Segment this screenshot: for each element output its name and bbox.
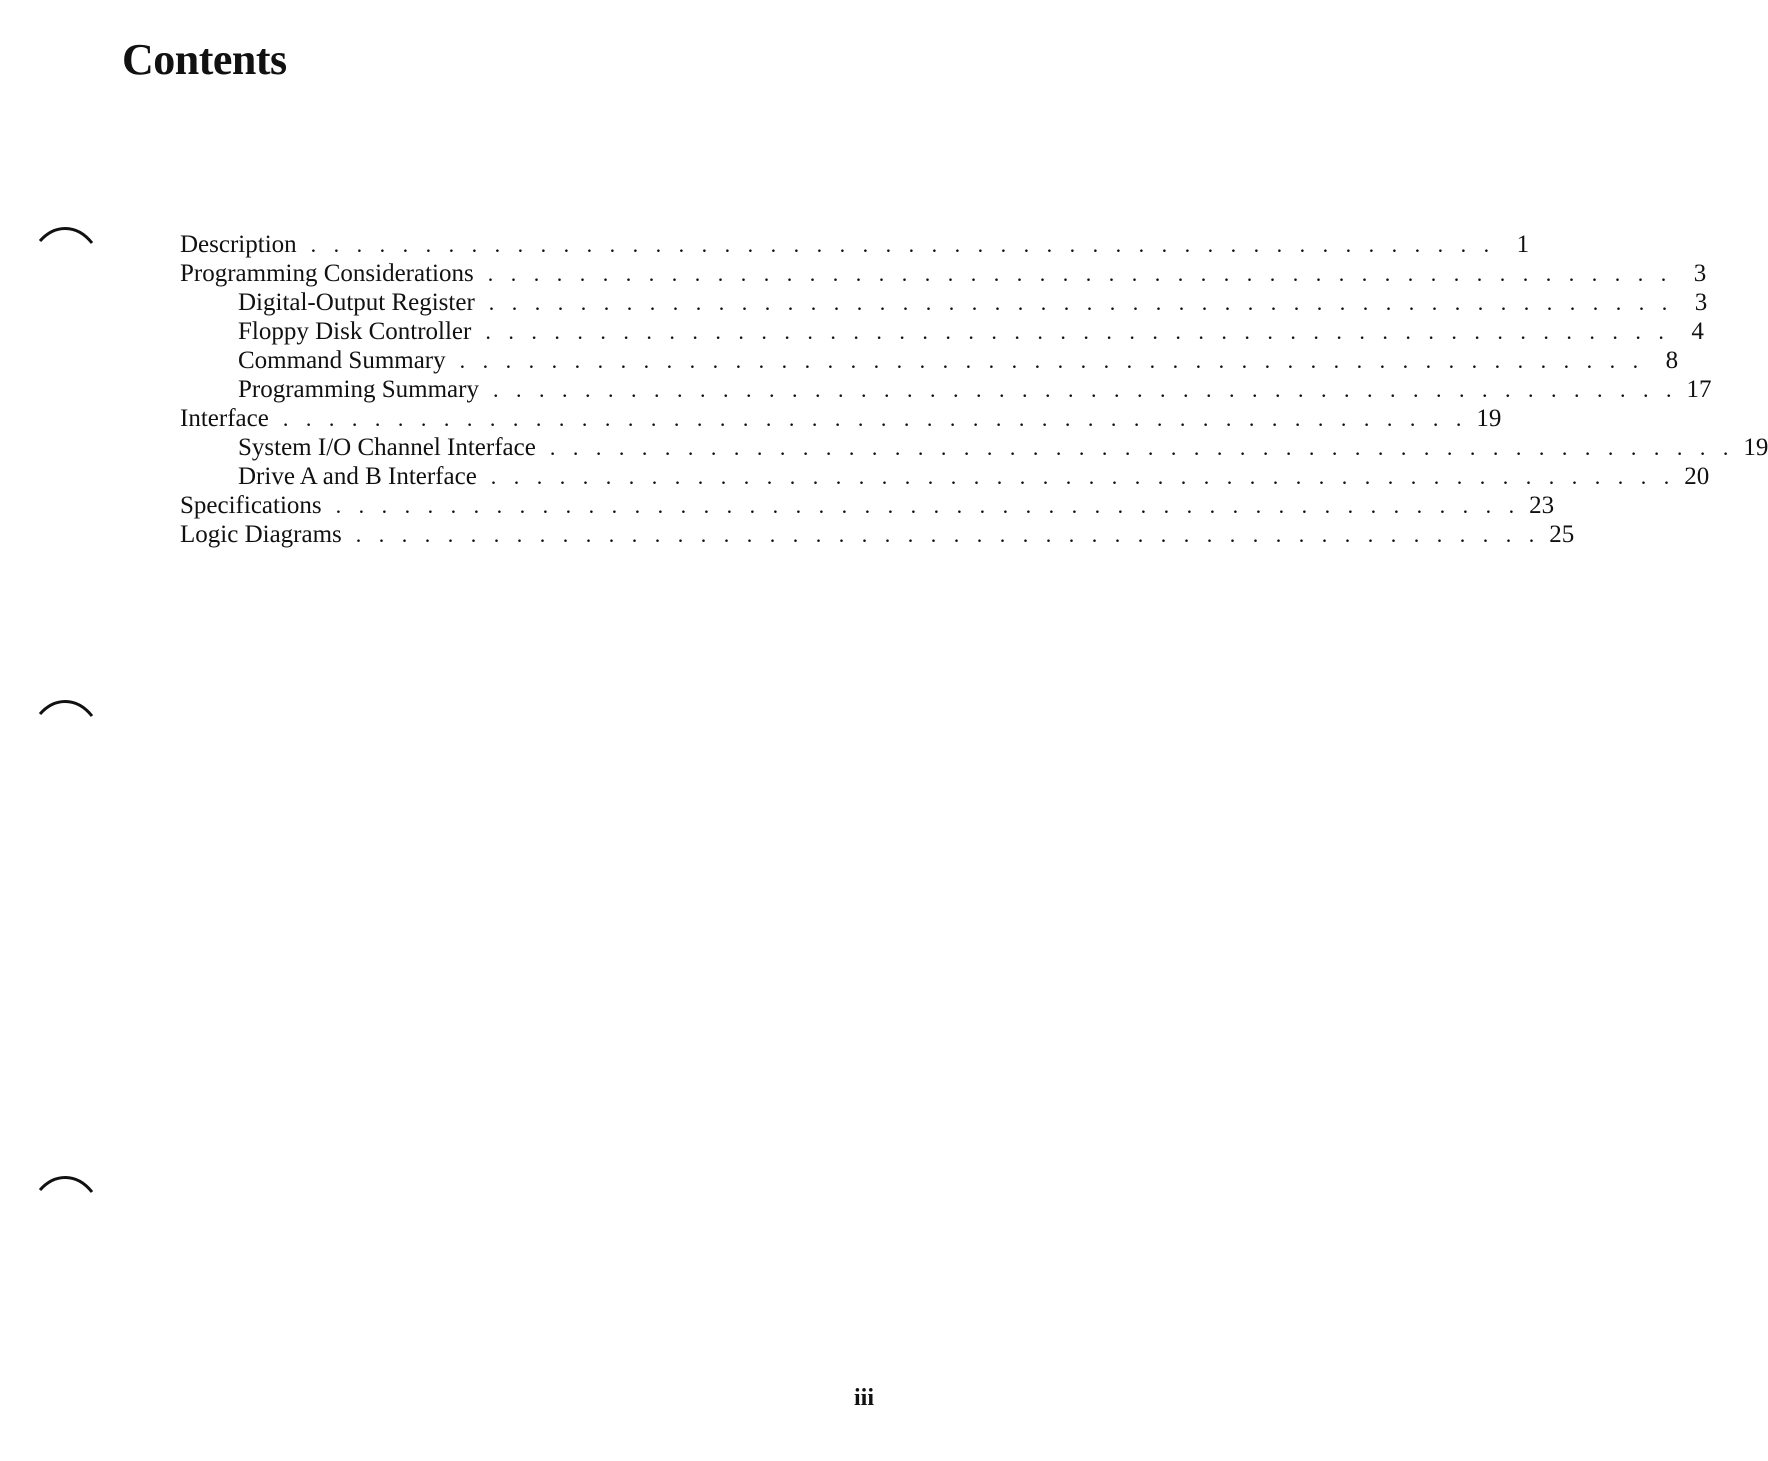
toc-dot-leader: . . . . . . . . . . . . . . . . . . . . . . . . . . . . . . . . . . . . . . . . . . . . . . . . . . . .	[549, 435, 1735, 460]
toc-dot-leader: . . . . . . . . . . . . . . . . . . . . . . . . . . . . . . . . . . . . . . . . . . . . . . . . . . . .	[487, 261, 1673, 286]
page-title: Contents	[122, 35, 287, 84]
page-number: iii	[853, 1385, 874, 1411]
toc-dot-leader: . . . . . . . . . . . . . . . . . . . . . . . . . . . . . . . . . . . . . . . . . . . . . . . . . . . .	[488, 290, 1674, 315]
toc-entry-drive-a-and-b-interface[interactable]	[180, 462, 1710, 491]
binder-hole-mark-middle	[36, 694, 94, 718]
toc-dot-leader: . . . . . . . . . . . . . . . . . . . . . . . . . . . . . . . . . . . . . . . . . . . . . . . . . . . .	[459, 348, 1645, 373]
toc-dot-leader: . . . . . . . . . . . . . . . . . . . . . . . . . . . . . . . . . . . . . . . . . . . . . . . . . . . .	[485, 319, 1670, 344]
toc-dot-leader: . . . . . . . . . . . . . . . . . . . . . . . . . . . . . . . . . . . . . . . . . . . . . . . . . . . .	[282, 406, 1468, 431]
toc-entry-command-summary[interactable]	[180, 346, 1679, 375]
toc-entry-page: 8	[1665, 347, 1679, 374]
toc-entry-page: 20	[1684, 463, 1710, 490]
toc-dot-leader: . . . . . . . . . . . . . . . . . . . . . . . . . . . . . . . . . . . . . . . . . . . . . . . . . . . .	[310, 232, 1496, 257]
binder-hole-mark-bottom	[36, 1170, 94, 1194]
toc-entry-label: Programming Summary	[238, 376, 479, 403]
toc-entry-page: 4	[1691, 318, 1704, 345]
table-of-contents	[180, 230, 1768, 549]
toc-entry-page: 23	[1529, 492, 1555, 519]
toc-entry-page: 25	[1549, 521, 1575, 548]
toc-entry-page: 3	[1694, 289, 1708, 316]
toc-entry-description[interactable]	[180, 230, 1530, 259]
toc-entry-page: 19	[1743, 434, 1768, 461]
toc-entry-system-io-channel-interface[interactable]	[180, 433, 1768, 462]
toc-entry-label: Command Summary	[238, 347, 446, 374]
toc-entry-page: 1	[1516, 231, 1530, 258]
toc-entry-page: 17	[1686, 376, 1712, 403]
toc-entry-label: Logic Diagrams	[180, 521, 342, 548]
toc-entry-digital-output-register[interactable]	[180, 288, 1708, 317]
toc-entry-label: System I/O Channel Interface	[238, 434, 536, 461]
toc-entry-label: Programming Considerations	[180, 260, 474, 287]
toc-entry-page: 19	[1476, 405, 1502, 432]
toc-entry-label: Digital-Output Register	[238, 289, 475, 316]
toc-dot-leader: . . . . . . . . . . . . . . . . . . . . . . . . . . . . . . . . . . . . . . . . . . . . . . . . . . . .	[492, 377, 1678, 402]
toc-entry-label: Description	[180, 231, 297, 258]
toc-entry-label: Specifications	[180, 492, 322, 519]
toc-entry-label: Floppy Disk Controller	[238, 318, 472, 345]
toc-entry-label: Interface	[180, 405, 269, 432]
binder-hole-mark-top	[36, 221, 94, 245]
toc-dot-leader: . . . . . . . . . . . . . . . . . . . . . . . . . . . . . . . . . . . . . . . . . . . . . . . . . . . .	[490, 464, 1676, 489]
toc-dot-leader: . . . . . . . . . . . . . . . . . . . . . . . . . . . . . . . . . . . . . . . . . . . . . . . . . . . .	[335, 493, 1521, 518]
toc-entry-floppy-disk-controller[interactable]	[180, 317, 1704, 346]
toc-entry-page: 3	[1693, 260, 1707, 287]
toc-entry-interface[interactable]	[180, 404, 1502, 433]
toc-entry-specifications[interactable]	[180, 491, 1555, 520]
toc-entry-logic-diagrams[interactable]	[180, 520, 1575, 549]
toc-entry-label: Drive A and B Interface	[238, 463, 477, 490]
toc-dot-leader: . . . . . . . . . . . . . . . . . . . . . . . . . . . . . . . . . . . . . . . . . . . . . . . . . . . .	[355, 522, 1541, 547]
toc-entry-programming-considerations[interactable]	[180, 259, 1707, 288]
toc-entry-programming-summary[interactable]	[180, 375, 1712, 404]
